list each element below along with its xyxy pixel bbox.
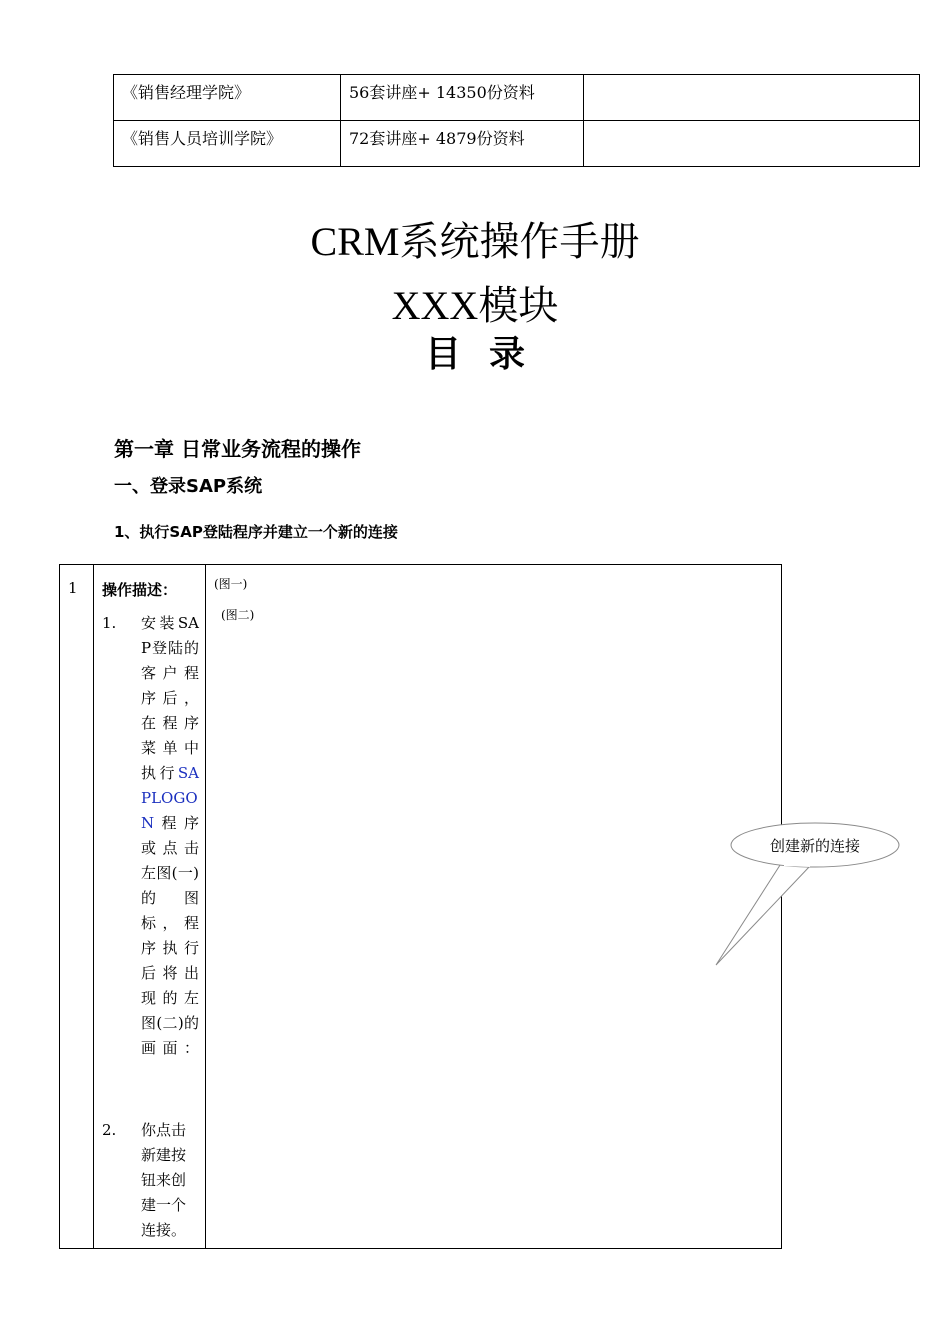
list-number: 1. xyxy=(102,614,117,632)
table-cell: 《销售经理学院》 xyxy=(114,75,341,121)
list-text: 你点击新建按钮来创建一个连接。 xyxy=(141,1121,187,1239)
table-row xyxy=(114,75,920,121)
callout-text: 创建新的连接 xyxy=(769,837,861,855)
table-cell: 《销售人员培训学院》 xyxy=(114,121,341,167)
table-cell: 72套讲座+ 4879份资料 xyxy=(341,121,584,167)
document-title: CRM系统操作手册 xyxy=(310,219,640,264)
figure-label: (图二) xyxy=(221,608,255,622)
list-text xyxy=(141,611,199,1061)
description-title: 操作描述： xyxy=(102,581,178,599)
section-heading: 一、登录SAP系统 xyxy=(114,476,263,497)
step-number: 1 xyxy=(68,579,78,597)
chapter-heading: 第一章 日常业务流程的操作 xyxy=(114,437,361,461)
resource-table xyxy=(113,74,920,167)
module-title: XXX模块 xyxy=(391,283,559,328)
subsection-heading: 1、执行SAP登陆程序并建立一个新的连接 xyxy=(114,523,398,541)
text-segment: 安装SAP登陆的客户程序后，在程序菜单中执行 xyxy=(141,614,199,782)
column-divider xyxy=(205,565,206,1248)
table-cell: 56套讲座+ 14350份资料 xyxy=(341,75,584,121)
callout-shape xyxy=(714,820,904,970)
column-divider xyxy=(93,565,94,1248)
list-number: 2. xyxy=(102,1121,117,1139)
table-cell xyxy=(584,121,920,167)
table-cell xyxy=(584,75,920,121)
table-row xyxy=(114,121,920,167)
callout-bubble xyxy=(714,820,904,974)
step-table xyxy=(59,564,782,1249)
program-name: SAPLOGON xyxy=(141,764,199,832)
text-segment: 程序或点击左图(一)的图标，程序执行后将出现的左图(二)的画面： xyxy=(141,814,199,1057)
toc-title: 目录 xyxy=(424,334,553,374)
figure-label: (图一) xyxy=(214,577,248,591)
